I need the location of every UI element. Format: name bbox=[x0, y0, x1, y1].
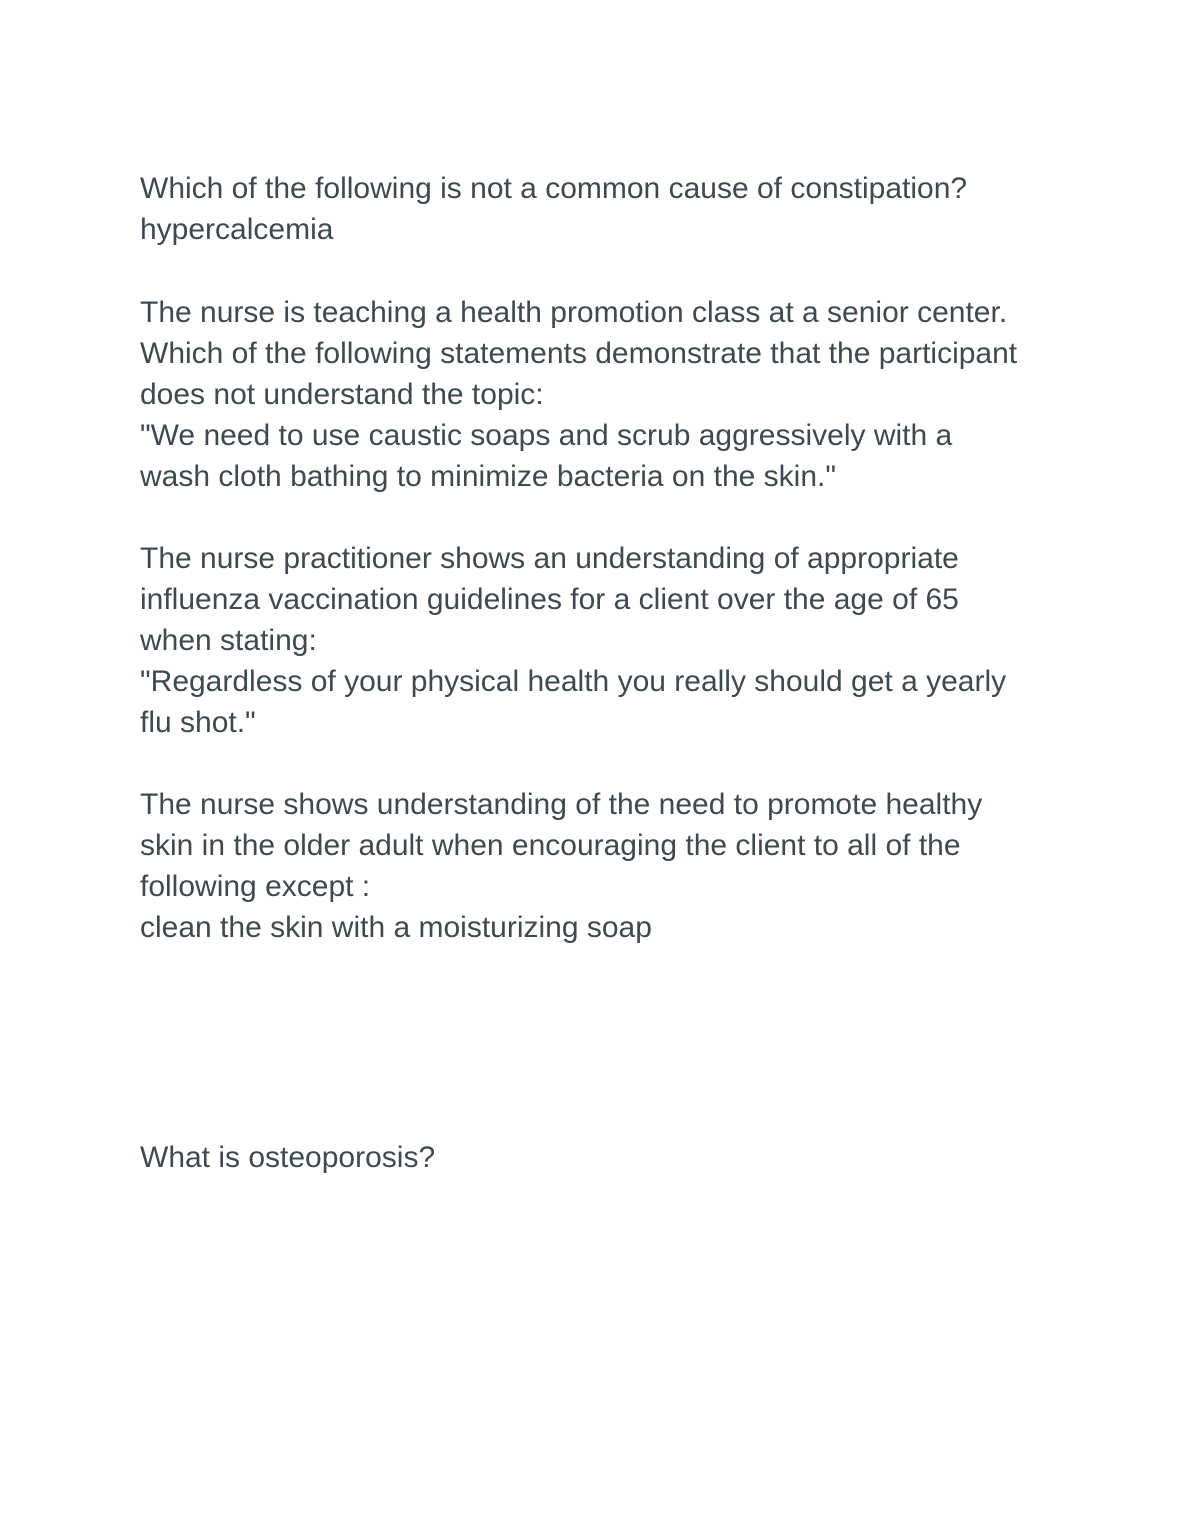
question-text: Which of the following statements demonstrate that the participant bbox=[140, 337, 1018, 370]
answer-text: flu shot." bbox=[140, 706, 256, 739]
question-text: does not understand the topic: bbox=[140, 378, 544, 411]
question-text: The nurse practitioner shows an understanding of appropriate bbox=[140, 542, 959, 575]
question-text: What is osteoporosis? bbox=[140, 1141, 436, 1174]
question-text: following except : bbox=[140, 870, 371, 903]
question-text: Which of the following is not a common cause of constipation? bbox=[140, 172, 968, 205]
answer-text: wash cloth bathing to minimize bacteria on the skin." bbox=[140, 460, 837, 493]
question-text: The nurse is teaching a health promotion class at a senior center. bbox=[140, 296, 1008, 329]
question-text: skin in the older adult when encouraging the client to all of the bbox=[140, 829, 961, 862]
question-text: influenza vaccination guidelines for a client over the age of 65 bbox=[140, 583, 959, 616]
question-text: The nurse shows understanding of the need to promote healthy bbox=[140, 788, 983, 821]
answer-text: clean the skin with a moisturizing soap bbox=[140, 911, 652, 944]
question-text: when stating: bbox=[140, 624, 317, 657]
answer-text: "Regardless of your physical health you really should get a yearly bbox=[140, 665, 1007, 698]
answer-text: hypercalcemia bbox=[140, 213, 334, 246]
answer-text: "We need to use caustic soaps and scrub aggressively with a bbox=[140, 419, 953, 452]
